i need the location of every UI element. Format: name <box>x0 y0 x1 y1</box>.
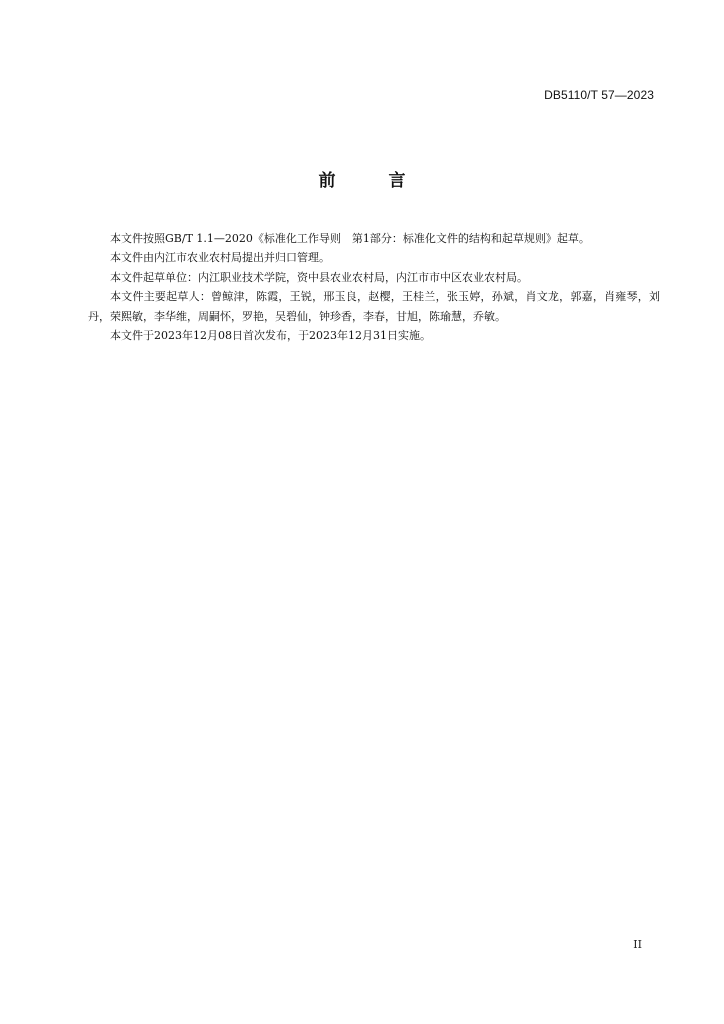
document-code: DB5110/T 57—2023 <box>544 88 654 102</box>
paragraph-drafters: 本文件主要起草人：曾鲸津，陈霞，王锐，邢玉良，赵樱，王桂兰，张玉婷，孙斌，肖文龙，郭嘉，肖雍琴，刘丹，荣熙敏，李华维，周嗣怀，罗艳，吴碧仙，钟珍香，李春，甘旭，陈瑜慧，乔敏。 <box>88 290 660 323</box>
paragraph-drafting-units: 本文件起草单位：内江职业技术学院，资中县农业农村局，内江市市中区农业农村局。 <box>110 270 528 284</box>
paragraph-release-dates: 本文件于2023年12月08日首次发布，于2023年12月31日实施。 <box>110 329 431 343</box>
page-number: II <box>633 938 642 951</box>
foreword-body <box>88 229 660 345</box>
paragraph-drafting-rules: 本文件按照GB/T 1.1—2020《标准化工作导则 第1部分：标准化文件的结构和起草规则》起草。 <box>110 232 590 245</box>
page-title: 前 言 <box>318 171 424 191</box>
paragraph-proposer: 本文件由内江市农业农村局提出并归口管理。 <box>110 251 330 265</box>
